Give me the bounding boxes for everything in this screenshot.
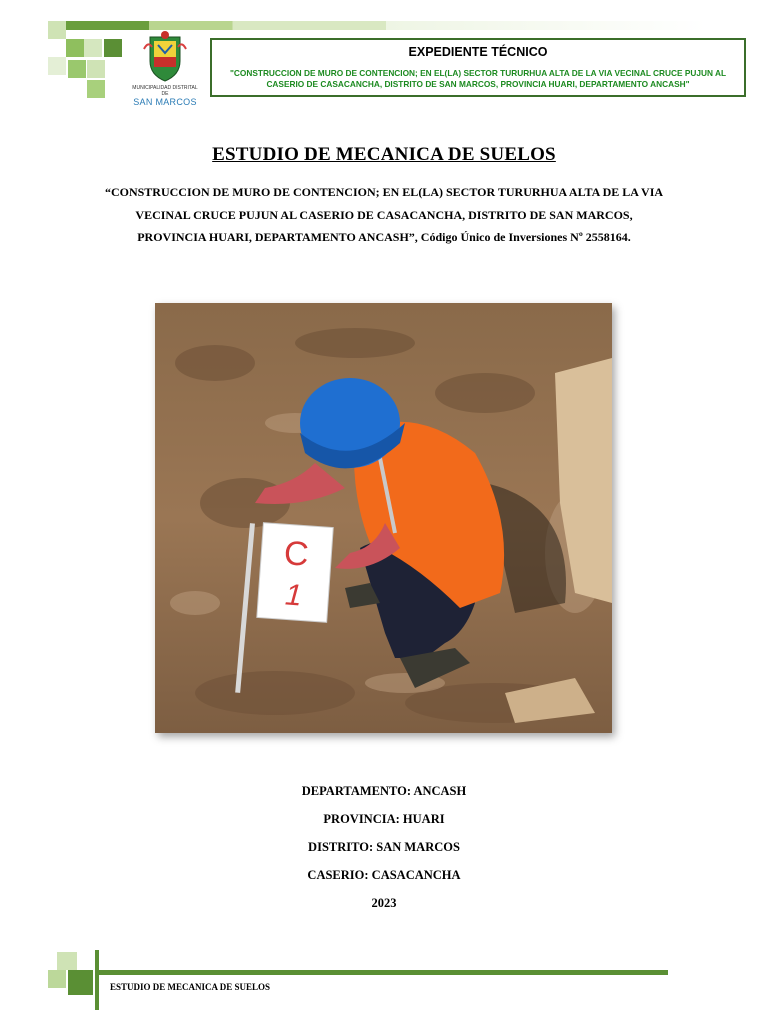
year-line: 2023 bbox=[371, 896, 397, 910]
logo-caption: MUNICIPALIDAD DISTRITAL DE bbox=[132, 85, 198, 97]
deco-square bbox=[48, 21, 66, 39]
municipality-logo bbox=[130, 31, 200, 109]
deco-square bbox=[57, 952, 77, 970]
district-line: DISTRITO: SAN MARCOS bbox=[308, 840, 460, 854]
footer-vertical-rule bbox=[95, 950, 99, 1010]
soil-sampling-photo bbox=[155, 303, 612, 733]
logo-name: SAN MARCOS bbox=[133, 97, 197, 107]
header-box bbox=[210, 38, 746, 97]
footer-horizontal-rule bbox=[99, 970, 668, 975]
sign-letter: C bbox=[282, 534, 310, 574]
header-title: EXPEDIENTE TÉCNICO bbox=[408, 45, 548, 59]
page-title: ESTUDIO DE MECANICA DE SUELOS bbox=[212, 144, 556, 165]
footer-text: ESTUDIO DE MECANICA DE SUELOS bbox=[110, 982, 271, 992]
deco-square bbox=[48, 57, 66, 75]
project-description: “CONSTRUCCION DE MURO DE CONTENCION; EN EL(LA) SECTOR TURURHUA ALTA DE LA VIA VECINAL CRUCE PUJUN AL CASERIO DE CASACANCHA, DISTRITO DE SAN MARCOS, PROVINCIA HUARI, DEPARTAMENTO ANCASH”, Código Único de Inversiones Nº 2558164. bbox=[104, 185, 664, 244]
deco-square bbox=[87, 60, 105, 78]
deco-square bbox=[48, 970, 66, 988]
deco-square bbox=[68, 60, 86, 78]
header-gradient-bar bbox=[66, 21, 706, 30]
deco-square bbox=[68, 970, 93, 995]
header-subtitle: "CONSTRUCCION DE MURO DE CONTENCION; EN EL(LA) SECTOR TURURHUA ALTA DE LA VIA VECINAL CRUCE PUJUN AL CASERIO DE CASACANCHA, DISTRITO DE SAN MARCOS, PROVINCIA HUARI, DEPARTAMENTO ANCASH" bbox=[229, 68, 727, 89]
deco-square bbox=[66, 39, 84, 57]
province-line: PROVINCIA: HUARI bbox=[323, 812, 445, 826]
deco-square bbox=[104, 39, 122, 57]
deco-square bbox=[87, 80, 105, 98]
hamlet-line: CASERIO: CASACANCHA bbox=[307, 868, 461, 882]
department-line: DEPARTAMENTO: ANCASH bbox=[301, 784, 467, 798]
deco-square bbox=[84, 39, 102, 57]
sign-number: 1 bbox=[283, 578, 303, 613]
coat-of-arms-icon bbox=[140, 31, 190, 83]
